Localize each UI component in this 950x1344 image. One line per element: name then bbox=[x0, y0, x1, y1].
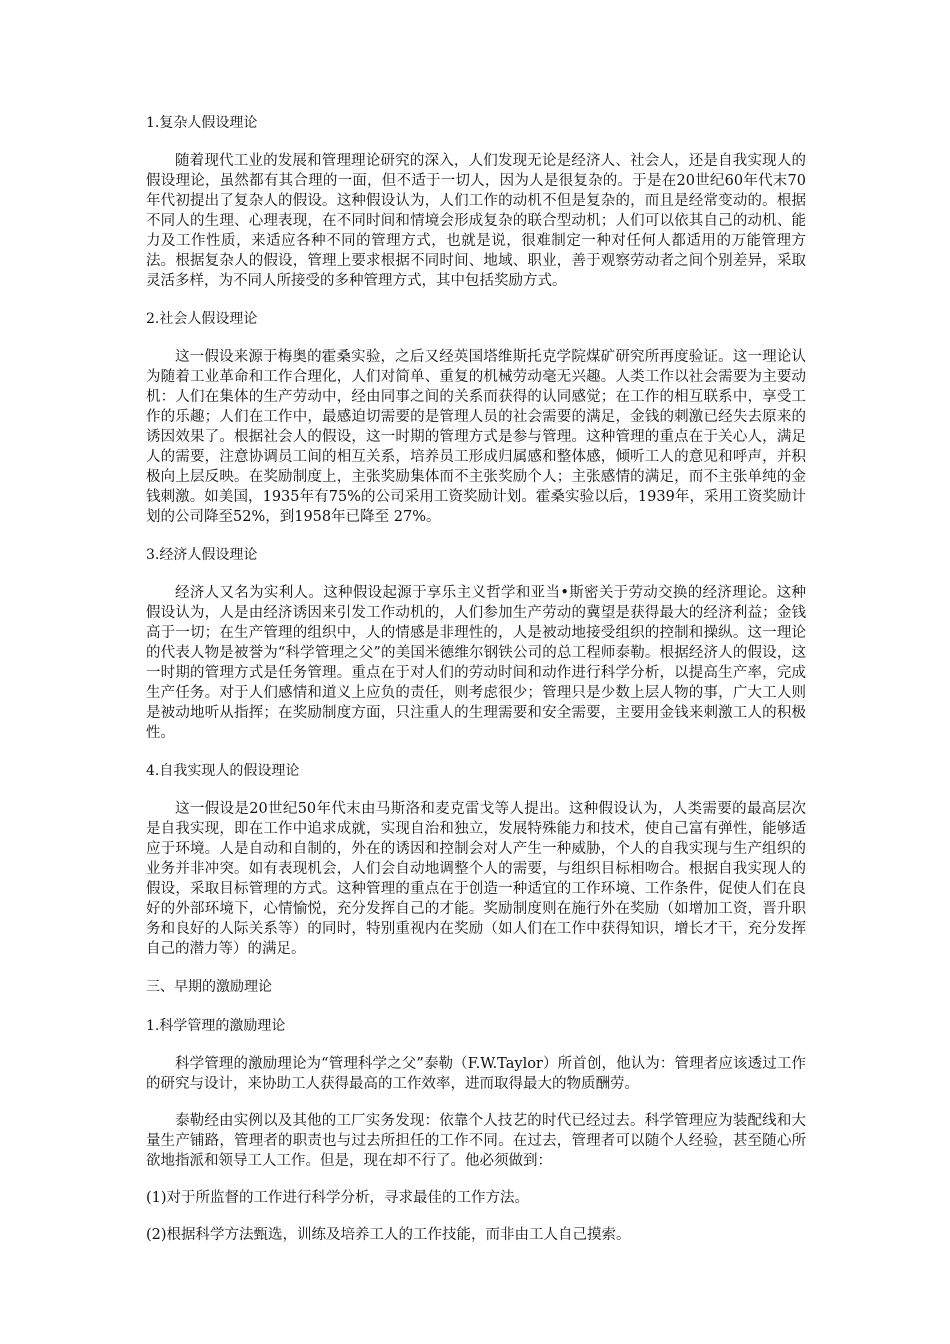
section-heading-self-actualizing-man: 4.自我实现人的假设理论 bbox=[146, 763, 300, 779]
paragraph-social-man: 这一假设来源于梅奥的霍桑实验，之后又经英国塔维斯托克学院煤矿研究所再度验证。这一理论认为随着工业革命和工作合理化，人们对简单、重复的机械劳动毫无兴趣。人类工作以社会需要为主要动机：人们在集体的生产劳动中，经由同事之间的关系而获得的认同感觉；在工作的相互联系中，享受工作的乐趣；人们在工作中，最感迫切需要的是管理人员的社会需要的满足，金钱的刺激已经失去原来的诱因效果了。根据社会人的假设，这一时期的管理方式是参与管理。这种管理的重点在于关心人，满足人的需要，注意协调员工间的相互关系，培养员工形成归属感和整体感，倾听工人的意见和呼声，并积极向上层反映。在奖励制度上，主张奖励集体而不主张奖励个人；主张感情的满足，而不主张单纯的金钱刺激。如美国，1935年有75%的公司采用工资奖励计划。霍桑实验以后，1939年，采用工资奖励计划的公司降至52%，到1958年已降至 27%。 bbox=[146, 349, 806, 525]
paragraph-economic-man: 经济人又名为实利人。这种假设起源于享乐主义哲学和亚当•斯密关于劳动交换的经济理论。这种假设认为，人是由经济诱因来引发工作动机的，人们参加生产劳动的冀望是获得最大的经济利益；金钱高于一切；在生产管理的组织中，人的情感是非理性的，人是被动地接受组织的控制和操纵。这一理论的代表人物是被誉为“科学管理之父”的美国米德维尔钢铁公司的总工程师泰勒。根据经济人的假设，这一时期的管理方式是任务管理。重点在于对人们的劳动时间和动作进行科学分析，以提高生产率，完成生产任务。对于人们感情和道义上应负的责任，则考虑很少；管理只是少数上层人物的事，广大工人则是被动地听从指挥；在奖励制度方面，只注重人的生理需要和安全需要，主要用金钱来刺激工人的积极性。 bbox=[146, 585, 806, 741]
section-heading-scientific-management: 1.科学管理的激励理论 bbox=[146, 1018, 286, 1034]
paragraph-self-actualizing-man: 这一假设是20世纪50年代末由马斯洛和麦克雷戈等人提出。这种假设认为，人类需要的最高层次是自我实现，即在工作中追求成就，实现自治和独立，发展特殊能力和技术，使自己富有弹性，能够适应于环境。人是自动和自制的，外在的诱因和控制会对人产生一种威胁，个人的自我实现与生产组织的业务并非冲突。如有表现机会，人们会自动地调整个人的需要，与组织目标相吻合。根据自我实现人的假设，采取目标管理的方式。这种管理的重点在于创造一种适宜的工作环境、工作条件，促使人们在良好的外部环境下，心情愉悦，充分发挥自己的才能。奖励制度则在施行外在奖励（如增加工资，晋升职务和良好的人际关系等）的同时，特别重视内在奖励（如人们在工作中获得知识，增长才干，充分发挥自己的潜力等）的满足。 bbox=[146, 801, 806, 957]
paragraph-scientific-management-taylor: 泰勒经由实例以及其他的工厂实务发现：依靠个人技艺的时代已经过去。科学管理应为装配线和大量生产铺路，管理者的职责也与过去所担任的工作不同。在过去，管理者可以随个人经验，甚至随心所欲地指派和领导工人工作。但是，现在却不行了。他必须做到： bbox=[146, 1113, 806, 1169]
paragraph-scientific-management-intro: 科学管理的激励理论为“管理科学之父”泰勒（F.W.Taylor）所首创，他认为：管理者应该透过工作的研究与设计，来协助工人获得最高的工作效率，进而取得最大的物质酬劳。 bbox=[146, 1056, 806, 1092]
list-item: (2)根据科学方法甄选，训练及培养工人的工作技能，而非由工人自己摸索。 bbox=[146, 1227, 631, 1243]
section-heading-complex-man: 1.复杂人假设理论 bbox=[146, 115, 258, 131]
paragraph-complex-man: 随着现代工业的发展和管理理论研究的深入，人们发现无论是经济人、社会人，还是自我实现人的假设理论，虽然都有其合理的一面，但不适于一切人，因为人是很复杂的。于是在20世纪60年代末70年代初提出了复杂人的假设。这种假设认为，人们工作的动机不但是复杂的，而且是经常变动的。根据不同人的生理、心理表现，在不同时间和情境会形成复杂的联合型动机；人们可以依其自己的动机、能力及工作性质，来适应各种不同的管理方式，也就是说，很难制定一种对任何人都适用的万能管理方法。根据复杂人的假设，管理上要求根据不同时间、地域、职业，善于观察劳动者之间个别差异，采取灵活多样，为不同人所接受的多种管理方式，其中包括奖励方式。 bbox=[146, 153, 806, 289]
chapter-heading-early-motivation-theory: 三、早期的激励理论 bbox=[146, 979, 272, 995]
section-heading-economic-man: 3.经济人假设理论 bbox=[146, 547, 258, 563]
section-heading-social-man: 2.社会人假设理论 bbox=[146, 311, 258, 327]
document-page bbox=[146, 112, 806, 1262]
list-item: (1)对于所监督的工作进行科学分析，寻求最佳的工作方法。 bbox=[146, 1190, 530, 1206]
